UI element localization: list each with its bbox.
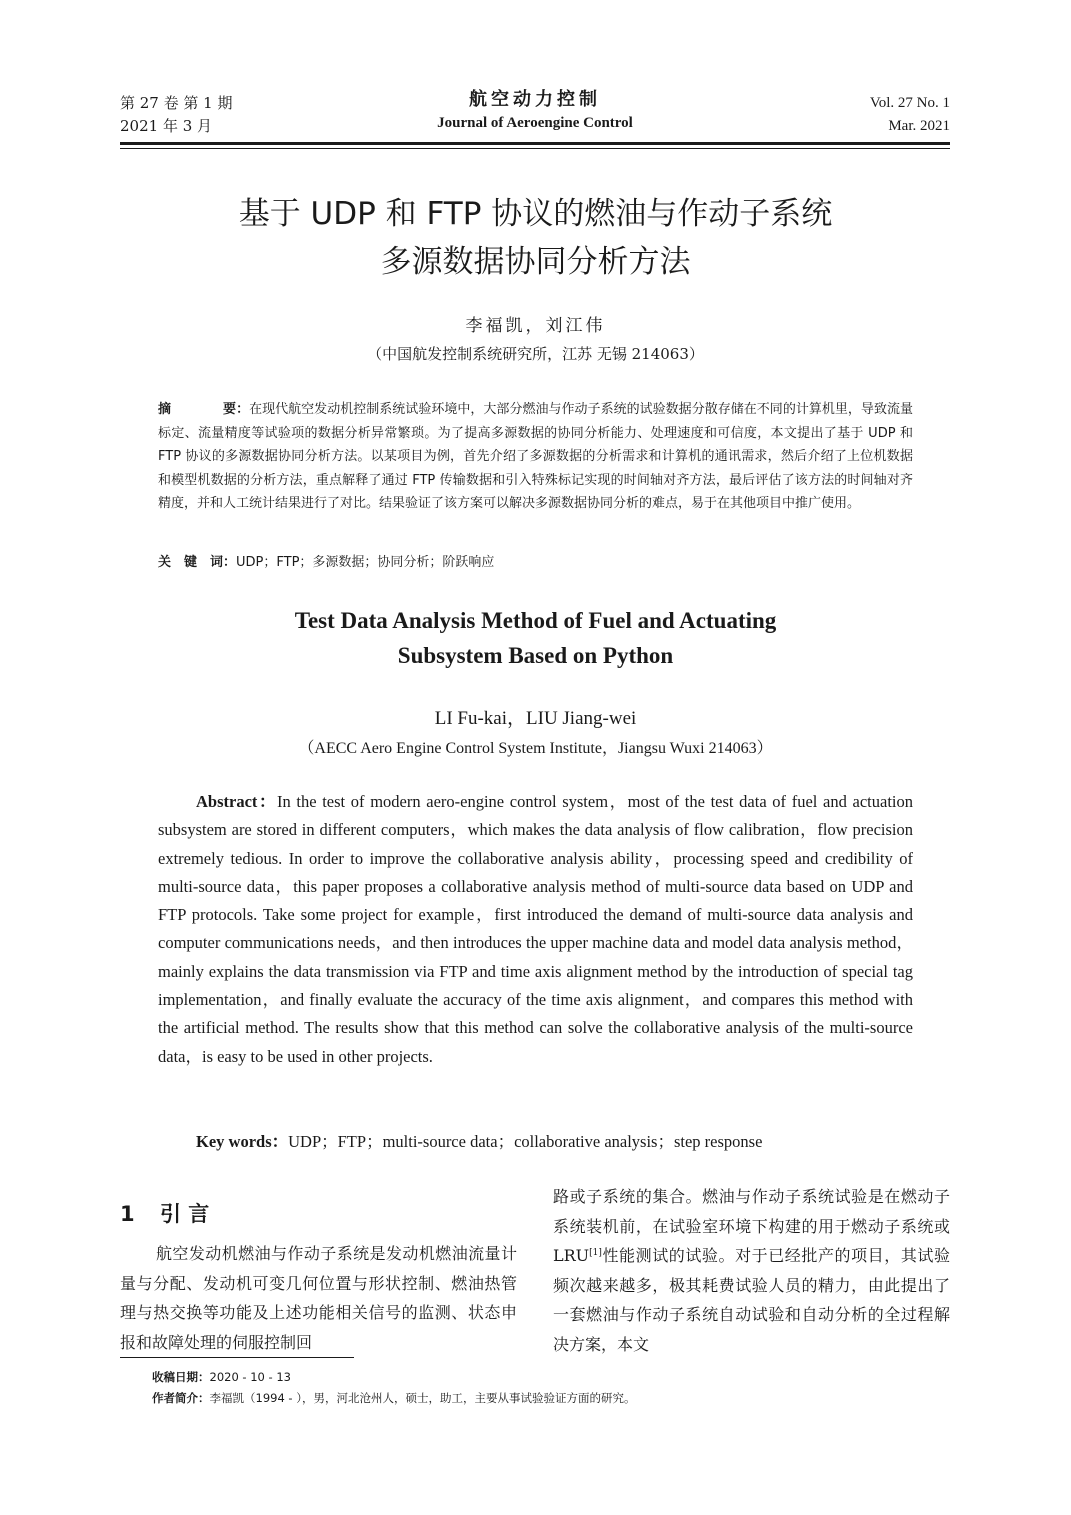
abstract-en-label: Abstract： [196, 792, 277, 811]
keywords-cn-text: UDP；FTP；多源数据；协同分析；阶跃响应 [236, 555, 495, 570]
paper-title-en [0, 603, 1071, 673]
header-rule-thin [120, 148, 950, 149]
authors-cn: 李福凯，刘江伟 [465, 316, 606, 336]
volume-issue-en: Vol. 27 No. 1 [869, 95, 950, 111]
journal-name-cn: 航空动力控制 [469, 89, 601, 110]
keywords-en-text: UDP；FTP；multi-source data；collaborative analysis；step response [288, 1132, 763, 1151]
body-column-left: 航空发动机燃油与作动子系统是发动机燃油流量计量与分配、发动机可变几何位置与形状控制、燃油热管理与热交换等功能及上述功能相关信号的监测、状态申报和故障处理的伺服控制回 [120, 1244, 517, 1352]
footnote-author [152, 1388, 635, 1409]
abstract-cn-text: 在现代航空发动机控制系统试验环境中，大部分燃油与作动子系统的试验数据分散存储在不同的计算机里，导致流量标定、流量精度等试验项的数据分析异常繁琐。为了提高多源数据的协同分析能力、处理速度和可信度，本文提出了基于 UDP 和 FTP 协议的多源数据协同分析方法。以某项目为例，首先介绍了多源数据的分析需求和计算机的通讯需求，然后介绍了上位机数据和模型机数据的分析方法，重点解释了通过 FTP 传输数据和引入特殊标记实现的时间轴对齐方法，最后评估了该方法的时间轴对齐精度，并和人工统计结果进行了对比。结果验证了该方案可以解决多源数据协同分析的难点，易于在其他项目中推广使用。 [158, 402, 913, 511]
title-en-line1: Test Data Analysis Method of Fuel and Actuating [294, 608, 777, 633]
journal-name [120, 88, 950, 134]
received-label: 收稿日期： [152, 1370, 210, 1384]
journal-name-en: Journal of Aeroengine Control [437, 115, 633, 131]
body-right-text-b: 性能测试的试验。对于已经批产的项目，其试验频次越来越多，极其耗费试验人员的精力，由此提出了一套燃油与作动子系统自动试验和自动分析的全过程解决方案，本文 [553, 1246, 950, 1354]
date-cn: 2021 年 3 月 [120, 117, 213, 135]
title-cn-line1: 基于 UDP 和 FTP 协议的燃油与作动子系统 [238, 196, 833, 232]
authors-en: LI Fu-kai，LIU Jiang-wei [434, 708, 637, 729]
affiliation-en: （AECC Aero Engine Control System Institute，Jiangsu Wuxi 214063） [298, 740, 773, 757]
abstract-cn-label: 摘 [158, 402, 172, 417]
abstract-en [158, 788, 913, 1071]
keywords-en-label: Key words： [196, 1132, 289, 1151]
affiliation-cn: （中国航发控制系统研究所，江苏 无锡 214063） [367, 345, 704, 363]
paper-title-cn [80, 190, 991, 286]
author-bio: 李福凯（1994 - ），男，河北沧州人，硕士，助工，主要从事试验验证方面的研究。 [209, 1391, 636, 1405]
footnote-rule [120, 1357, 354, 1358]
title-en-line2: Subsystem Based on Python [397, 643, 674, 668]
keywords-cn [158, 551, 913, 574]
issue-info-en [870, 92, 950, 138]
footnotes [152, 1367, 635, 1409]
author-bio-label: 作者简介： [152, 1391, 210, 1405]
keywords-en [196, 1128, 951, 1156]
citation-ref: [1] [589, 1248, 602, 1258]
body-column-right [553, 1182, 950, 1359]
header-rule-thick [120, 142, 950, 145]
abstract-cn-label2: 要： [223, 402, 250, 417]
section-title: 引 言 [160, 1202, 210, 1226]
title-cn-line2: 多源数据协同分析方法 [380, 244, 691, 280]
running-header [120, 86, 950, 142]
keywords-cn-label: 关 键 词： [158, 555, 237, 570]
body-right-text-a: 路或子系统的集合。燃油与作动子系统试验是在燃动子系统装机前，在试验室环境下构建的用于燃动子系统或 LRU [553, 1187, 950, 1265]
abstract-cn [158, 398, 913, 516]
abstract-en-text: In the test of modern aero-engine control system，most of the test data of fuel and actuation subsystem are stored in different computers，which makes the data analysis of flow calibration，flow precision extremely tedious. In order to improve the collaborative analysis ability，processing speed and credibility of multi-source data，this paper proposes a collaborative analysis method of multi-source data based on UDP and FTP protocols. Take some project for example，first introduced the demand of multi-source data analysis and computer communications needs，and then introduces the upper machine data and model data analysis method，mainly explains the data transmission via FTP and time axis alignment method by the introduction of special tag implementation，and finally evaluate the accuracy of the time axis alignment，and compares this method with the artificial method. The results show that this method can solve the collaborative analysis of the multi-source data，is easy to be used in other projects. [158, 792, 913, 1066]
date-en: Mar. 2021 [888, 118, 950, 134]
received-date: 2020 - 10 - 13 [209, 1370, 291, 1384]
section-heading [120, 1198, 209, 1228]
section-number: 1 [120, 1202, 135, 1226]
volume-issue-cn: 第 27 卷 第 1 期 [120, 94, 233, 112]
footnote-received [152, 1367, 635, 1388]
